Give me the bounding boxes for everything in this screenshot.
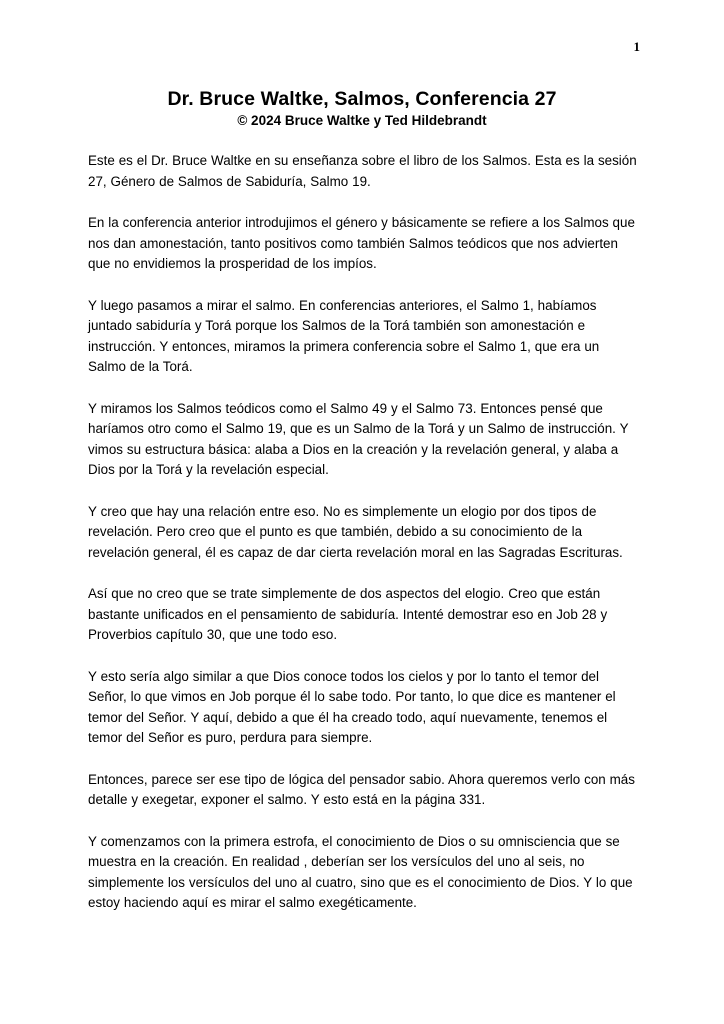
paragraph: Y comenzamos con la primera estrofa, el conocimiento de Dios o su omnisciencia que se muestra en la creación. En realidad , deberían ser los versículos del uno al seis, no simplemente los versículos del uno al cuatro, sino que es el conocimiento de Dios. Y lo que estoy haciendo aquí es mirar el salmo exegéticamente. [88,833,633,911]
paragraph: Este es el Dr. Bruce Waltke en su enseñanza sobre el libro de los Salmos. Esta es la sesión 27, Género de Salmos de Sabiduría, Salmo 19. [88,153,637,189]
paragraph: Y esto sería algo similar a que Dios conoce todos los cielos y por lo tanto el temor del Señor, lo que vimos en Job porque él lo sabe todo. Por tanto, lo que dice es mantener el temor del Señor. Y aquí, debido a que él ha creado todo, aquí nuevamente, tenemos el temor del Señor es puro, perdura para siempre. [88,668,616,746]
copyright-line: © 2024 Bruce Waltke y Ted Hildebrandt [237,113,487,129]
document-header [0,0,724,129]
paragraph: Así que no creo que se trate simplemente de dos aspectos del elogio. Creo que están bastante unificados en el pensamiento de sabiduría. Intenté demostrar eso en Job 28 y Proverbios capítulo 30, que une todo eso. [88,586,608,643]
paragraph: Entonces, parece ser ese tipo de lógica del pensador sabio. Ahora queremos verlo con más detalle y exegetar, exponer el salmo. Y esto está en la página 331. [88,771,635,808]
page-number: 1 [633,39,640,54]
paragraph: Y miramos los Salmos teódicos como el Salmo 49 y el Salmo 73. Entonces pensé que haríamos otro como el Salmo 19, que es un Salmo de la Torá y un Salmo de instrucción. Y vimos su estructura básica: alaba a Dios en la creación y la revelación general, y alaba a Dios por la Torá y la revelación especial. [88,400,629,478]
document-body [88,151,638,914]
paragraph: En la conferencia anterior introdujimos el género y básicamente se refiere a los Salmos que nos dan amonestación, tanto positivos como también Salmos teódicos que nos advierten que no envidiemos la prosperidad de los impíos. [88,215,635,272]
page-title: Dr. Bruce Waltke, Salmos, Conferencia 27 [167,88,557,110]
paragraph: Y creo que hay una relación entre eso. No es simplemente un elogio por dos tipos de revelación. Pero creo que el punto es que también, debido a su conocimiento de la revelación general, él es capaz de dar cierta revelación moral en las Sagradas Escrituras. [88,503,623,560]
paragraph: Y luego pasamos a mirar el salmo. En conferencias anteriores, el Salmo 1, habíamos juntado sabiduría y Torá porque los Salmos de la Torá también son amonestación e instrucción. Y entonces, miramos la primera conferencia sobre el Salmo 1, que era un Salmo de la Torá. [88,297,600,375]
